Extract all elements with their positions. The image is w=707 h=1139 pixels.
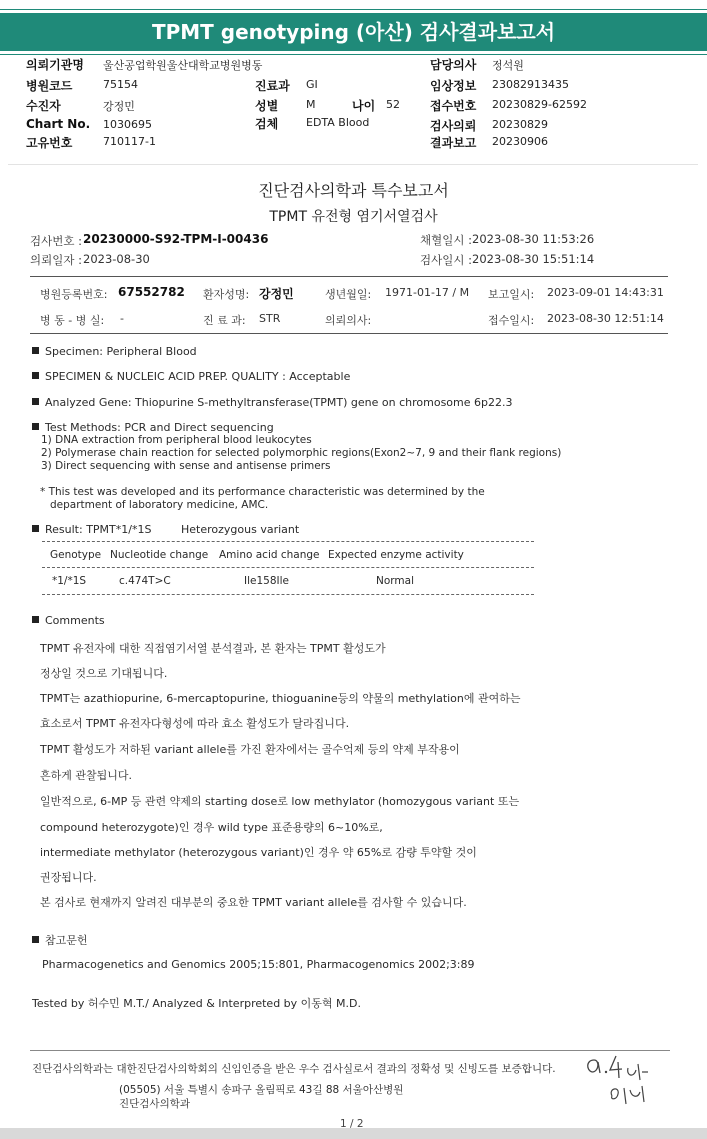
table-dash-mid [42, 567, 534, 568]
table-dash-bottom [42, 594, 534, 595]
value-sex: M [306, 98, 316, 111]
report-time: 2023-09-01 14:43:31 [547, 286, 664, 299]
collect-time: 2023-08-30 11:53:26 [472, 232, 595, 246]
handwritten-signature [582, 1050, 660, 1110]
comment-line: 효소로서 TPMT 유전자다형성에 따라 효소 활성도가 달라집니다. [40, 717, 350, 730]
method-2: 2) Polymerase chain reaction for selected polymorphic regions(Exon2~7, 9 and their flank regions) [41, 447, 562, 459]
label-unique-no: 고유번호 [26, 136, 73, 150]
exam-time-label: 검사일시 : [420, 253, 472, 267]
label-receipt-no: 접수번호 [430, 99, 477, 113]
value-institution: 울산공업학원울산대학교병원병동 [103, 59, 263, 72]
label-age: 나이 [352, 99, 376, 113]
label-specimen: 검체 [255, 117, 279, 131]
value-receipt-no: 20230829-62592 [492, 98, 587, 111]
comment-line: TPMT 활성도가 저하된 variant allele를 가진 환자에서는 골수억제 등의 약제 부작용이 [40, 743, 460, 756]
result-genotype: Result: TPMT*1/*1S [45, 523, 152, 536]
request-date-label: 의뢰일자 : [30, 253, 82, 267]
divider-top [30, 276, 668, 277]
report-title: TPMT genotyping (아산) 검사결과보고서 [151, 20, 556, 44]
cell-amino-acid: Ile158Ile [244, 575, 289, 587]
ward: - [120, 312, 124, 325]
comments-title: Comments [32, 614, 105, 627]
cell-nucleotide: c.474T>C [119, 575, 171, 587]
report-test-title: TPMT 유전형 염기서열검사 [269, 209, 438, 225]
cell-genotype: *1/*1S [52, 575, 87, 587]
dob-label: 생년월일: [325, 288, 372, 301]
col-nucleotide: Nucleotide change [110, 549, 209, 561]
dept-label: 진 료 과: [203, 314, 246, 327]
value-chart-no: 1030695 [103, 118, 152, 131]
label-hospital-code: 병원코드 [26, 79, 73, 93]
value-result-report: 20230906 [492, 135, 548, 148]
col-genotype: Genotype [50, 549, 102, 561]
value-age: 52 [386, 98, 400, 111]
page-number: 1 / 2 [340, 1118, 364, 1130]
value-hospital-code: 75154 [103, 78, 138, 91]
exam-time: 2023-08-30 15:51:14 [472, 252, 595, 266]
dob: 1971-01-17 / M [385, 286, 470, 299]
col-amino-acid: Amino acid change [219, 549, 320, 561]
comment-line: 흔하게 관찰됩니다. [40, 769, 133, 782]
bullet-square-icon [32, 616, 39, 623]
report-dept-title: 진단검사의학과 특수보고서 [258, 181, 449, 200]
footer-cert: 진단검사의학과는 대한진단검사의학회의 신임인증을 받은 우수 검사실로서 결과의 정확성 및 신빙도를 보증합니다. [32, 1063, 556, 1075]
quality-line: SPECIMEN & NUCLEIC ACID PREP. QUALITY : Acceptable [32, 370, 350, 383]
col-enzyme: Expected enzyme activity [328, 549, 464, 561]
value-specimen: EDTA Blood [306, 116, 370, 129]
test-number: 20230000-S92-TPM-I-00436 [83, 232, 269, 246]
test-number-label: 검사번호 : [30, 234, 82, 248]
value-test-request: 20230829 [492, 118, 548, 131]
note-line-1: * This test was developed and its performance characteristic was determined by the [40, 486, 485, 498]
comment-line: 본 검사로 현재까지 알려진 대부분의 중요한 TPMT variant allele를 검사할 수 있습니다. [40, 896, 467, 909]
bullet-square-icon [32, 398, 39, 405]
value-department: GI [306, 78, 318, 91]
report-title-bar [0, 10, 707, 54]
comment-line: 권장됩니다. [40, 871, 97, 884]
label-chart-no: Chart No. [26, 117, 91, 131]
label-department: 진료과 [255, 79, 290, 93]
bullet-square-icon [32, 525, 39, 532]
ward-label: 병 동 - 병 실: [40, 314, 105, 327]
comment-line: intermediate methylator (heterozygous variant)인 경우 약 65%로 감량 투약할 것이 [40, 846, 477, 859]
value-clinical-info: 23082913435 [492, 78, 569, 91]
specimen-line: Specimen: Peripheral Blood [32, 345, 197, 358]
comment-line: TPMT는 azathiopurine, 6-mercaptopurine, thioguanine등의 약물의 methylation에 관여하는 [40, 692, 521, 705]
footer-dept: 진단검사의학과 [119, 1098, 191, 1110]
cell-enzyme: Normal [376, 575, 414, 587]
table-dash-top [42, 541, 534, 542]
label-institution: 의뢰기관명 [26, 58, 84, 72]
bullet-square-icon [32, 347, 39, 354]
receipt-time: 2023-08-30 12:51:14 [547, 312, 664, 325]
comment-line: 정상일 것으로 기대됩니다. [40, 667, 168, 680]
patient-name-label: 환자성명: [203, 288, 250, 301]
footer-address: (05505) 서울 특별시 송파구 올림픽로 43길 88 서울아산병원 [119, 1084, 404, 1096]
bullet-square-icon [32, 936, 39, 943]
dept: STR [259, 312, 281, 325]
report-time-label: 보고일시: [488, 288, 535, 301]
label-clinical-info: 임상정보 [430, 79, 477, 93]
collect-time-label: 채혈일시 : [420, 233, 472, 247]
label-doctor: 담당의사 [430, 58, 477, 72]
divider-info [30, 333, 668, 334]
value-doctor: 정석원 [492, 59, 524, 72]
gene-line: Analyzed Gene: Thiopurine S-methyltransferase(TPMT) gene on chromosome 6p22.3 [32, 396, 512, 409]
references-title: 참고문헌 [32, 932, 88, 948]
value-patient: 강정민 [103, 100, 135, 113]
bullet-square-icon [32, 423, 39, 430]
method-1: 1) DNA extraction from peripheral blood leukocytes [41, 434, 312, 446]
comment-line: 일반적으로, 6-MP 등 관련 약제의 starting dose로 low methylator (homozygous variant 또는 [40, 795, 520, 808]
request-date: 2023-08-30 [83, 252, 150, 266]
label-test-request: 검사의뢰 [430, 119, 477, 133]
result-type: Heterozygous variant [181, 523, 300, 536]
label-sex: 성별 [255, 99, 279, 113]
patient-name: 강정민 [259, 287, 294, 301]
comment-line: compound heterozygote)인 경우 wild type 표준용량의 6~10%로, [40, 821, 383, 834]
comment-line: TPMT 유전자에 대한 직접염기서열 분석결과, 본 환자는 TPMT 활성도가 [40, 642, 386, 655]
reg-no: 67552782 [118, 285, 185, 299]
tested-by: Tested by 허수민 M.T./ Analyzed & Interpreted by 이동혁 M.D. [32, 997, 361, 1010]
note-line-2: department of laboratory medicine, AMC. [50, 499, 269, 511]
result-line [32, 523, 151, 536]
references-text: Pharmacogenetics and Genomics 2005;15:801, Pharmacogenomics 2002;3:89 [42, 958, 475, 971]
doctor-label: 의뢰의사: [325, 314, 372, 327]
bullet-square-icon [32, 372, 39, 379]
receipt-time-label: 접수일시: [488, 314, 535, 327]
reg-no-label: 병원등록번호: [40, 288, 108, 301]
methods-title: Test Methods: PCR and Direct sequencing [32, 421, 274, 434]
method-3: 3) Direct sequencing with sense and antisense primers [41, 460, 331, 472]
divider-footer [30, 1050, 670, 1051]
value-unique-no: 710117-1 [103, 135, 156, 148]
label-patient: 수진자 [26, 99, 61, 113]
label-result-report: 결과보고 [430, 136, 477, 150]
